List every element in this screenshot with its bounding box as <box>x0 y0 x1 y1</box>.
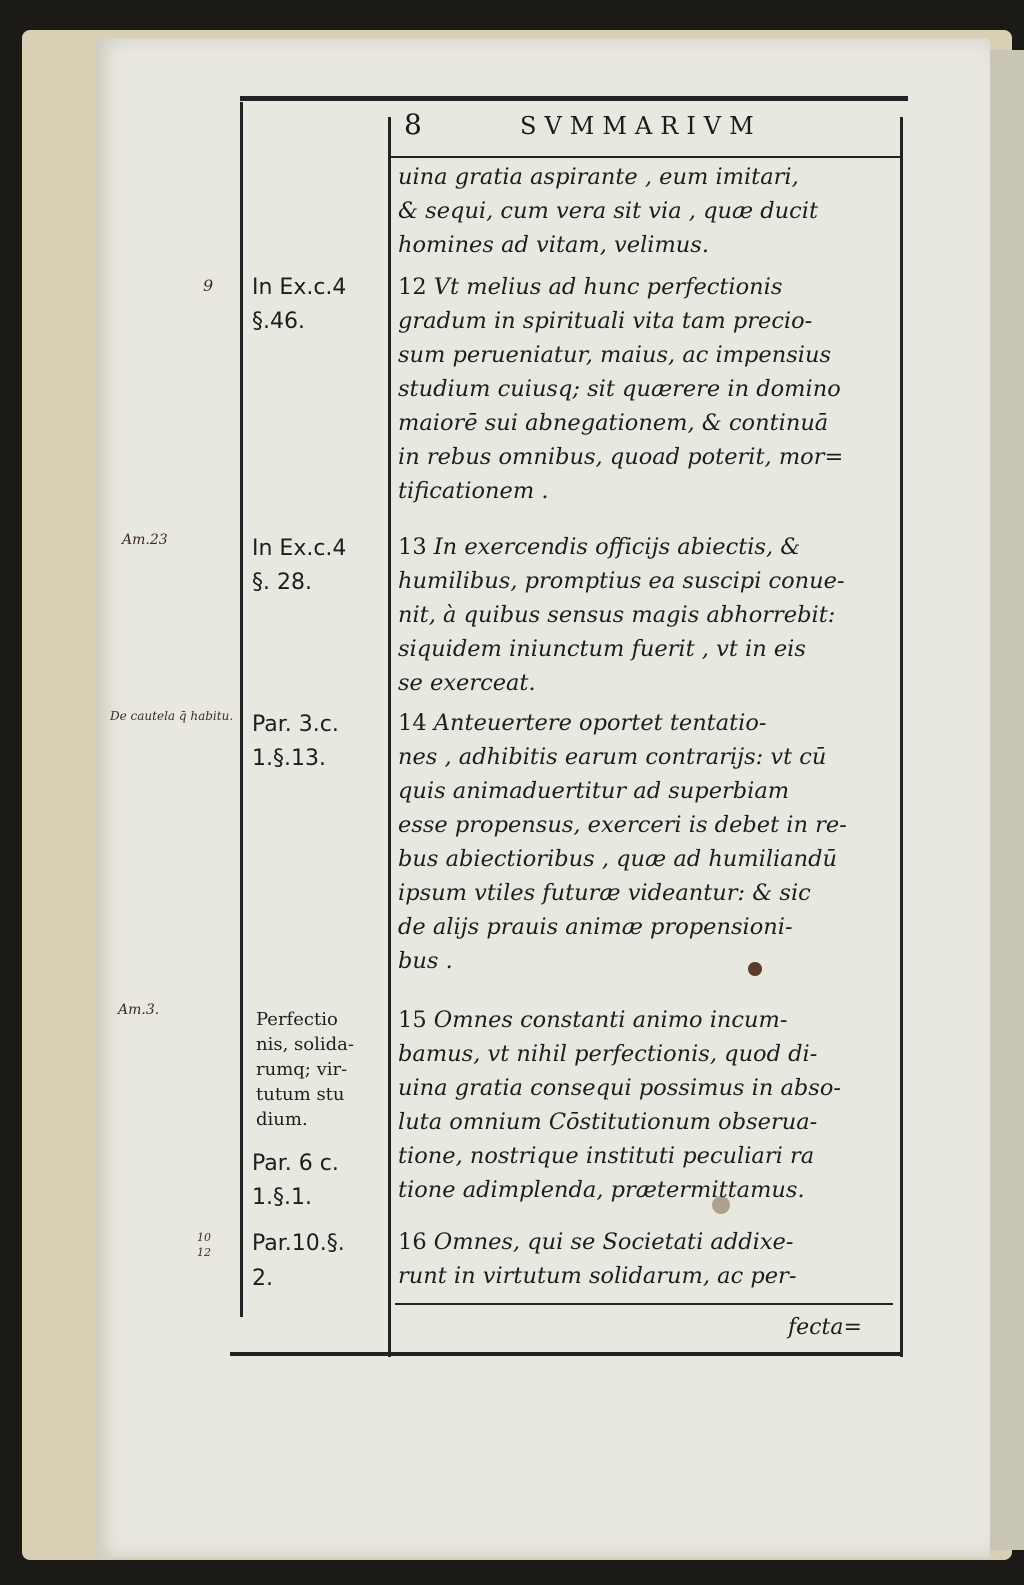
paragraph-14 <box>398 706 903 978</box>
text-line: se exerceat. <box>398 670 536 696</box>
text-line: humilibus, promptius ea suscipi conue- <box>398 568 845 594</box>
text-line: bus . <box>398 948 453 974</box>
handwritten-note: 12 <box>197 1246 211 1259</box>
margin-ref: Perfectio <box>256 1009 338 1030</box>
text-line: runt in virtutum solidarum, ac per- <box>398 1263 797 1289</box>
text-line: Omnes constanti animo incum- <box>433 1007 788 1033</box>
margin-ref: tutum stu <box>256 1084 345 1105</box>
middle-column-rule <box>388 117 391 1357</box>
text-line: Omnes, qui se Societati addixe- <box>433 1229 794 1255</box>
paragraph-11-continued <box>398 160 903 262</box>
margin-ref: rumq; vir- <box>256 1059 348 1080</box>
text-line: tione adimplenda, prætermittamus. <box>398 1177 805 1203</box>
text-line: bamus, vt nihil perfectionis, quod di- <box>398 1041 818 1067</box>
text-line: gradum in spirituali vita tam precio- <box>398 308 813 334</box>
text-line: studium cuiusq; sit quærere in domino <box>398 376 841 402</box>
page-number: 8 <box>404 108 422 141</box>
text-line: maiorē sui abnegationem, & continuā <box>398 410 829 436</box>
margin-ref: Par. 6 c. <box>252 1151 339 1176</box>
text-line: tificationem . <box>398 478 549 504</box>
text-line: uina gratia consequi possimus in abso- <box>398 1075 841 1101</box>
paragraph-12 <box>398 270 903 508</box>
margin-ref: §.46. <box>252 309 305 334</box>
text-line: de alijs prauis animæ propensioni- <box>398 914 793 940</box>
text-line: & sequi, cum vera sit via , quæ ducit <box>398 198 819 224</box>
paragraph-number: 14 <box>398 710 427 736</box>
handwritten-note: 10 <box>197 1231 211 1244</box>
text-line: nes , adhibitis earum contrarijs: vt cū <box>398 744 827 770</box>
text-line: luta omnium Cōstitutionum obserua- <box>398 1109 818 1135</box>
text-line: tione, nostrique instituti peculiari ra <box>398 1143 815 1169</box>
paragraph-16 <box>398 1225 903 1293</box>
catchword: fecta= <box>788 1315 862 1340</box>
margin-ref: In Ex.c.4 <box>252 275 347 300</box>
top-rule <box>240 96 908 101</box>
text-line: sum perueniatur, maius, ac impensius <box>398 342 832 368</box>
paragraph-number: 12 <box>398 274 427 300</box>
paragraph-number: 13 <box>398 534 427 560</box>
header-rule <box>388 156 900 158</box>
margin-ref: Par.10.§. <box>252 1231 345 1256</box>
paragraph-number: 16 <box>398 1229 427 1255</box>
text-line: nit, à quibus sensus magis abhorrebit: <box>398 602 836 628</box>
margin-ref: In Ex.c.4 <box>252 536 347 561</box>
paragraph-13 <box>398 530 903 700</box>
text-line: esse propensus, exerceri is debet in re- <box>398 812 847 838</box>
text-line: in rebus omnibus, quoad poterit, mor= <box>398 444 844 470</box>
margin-ref: dium. <box>256 1109 308 1130</box>
handwritten-note: Am.23 <box>122 532 168 548</box>
margin-ref: §. 28. <box>252 570 312 595</box>
margin-ref: nis, solida- <box>256 1034 354 1055</box>
text-line: quis animaduertitur ad superbiam <box>398 778 790 804</box>
footer-rule <box>395 1303 893 1305</box>
text-line: bus abiectioribus , quæ ad humiliandū <box>398 846 838 872</box>
margin-ref: 2. <box>252 1266 273 1291</box>
text-line: siquidem iniunctum fuerit , vt in eis <box>398 636 806 662</box>
text-line: In exercendis officijs abiectis, & <box>433 534 801 560</box>
text-line: homines ad vitam, velimus. <box>398 232 709 258</box>
handwritten-note: Am.3. <box>118 1002 160 1018</box>
text-line: ipsum vtiles futuræ videantur: & sic <box>398 880 811 906</box>
margin-ref: 1.§.13. <box>252 746 326 771</box>
left-column-rule <box>240 102 243 1317</box>
paragraph-15 <box>398 1003 903 1207</box>
text-line: Anteuertere oportet tentatio- <box>433 710 767 736</box>
margin-ref: 1.§.1. <box>252 1185 312 1210</box>
handwritten-note: 9 <box>203 276 214 295</box>
margin-ref: Par. 3.c. <box>252 712 339 737</box>
text-line: uina gratia aspirante , eum imitari, <box>398 164 799 190</box>
paragraph-number: 15 <box>398 1007 427 1033</box>
text-line: Vt melius ad hunc perfectionis <box>433 274 783 300</box>
bottom-rule <box>230 1352 902 1356</box>
running-head: SVMMARIVM <box>520 112 762 140</box>
handwritten-note: De cautela q̄ habitu. <box>110 709 234 723</box>
